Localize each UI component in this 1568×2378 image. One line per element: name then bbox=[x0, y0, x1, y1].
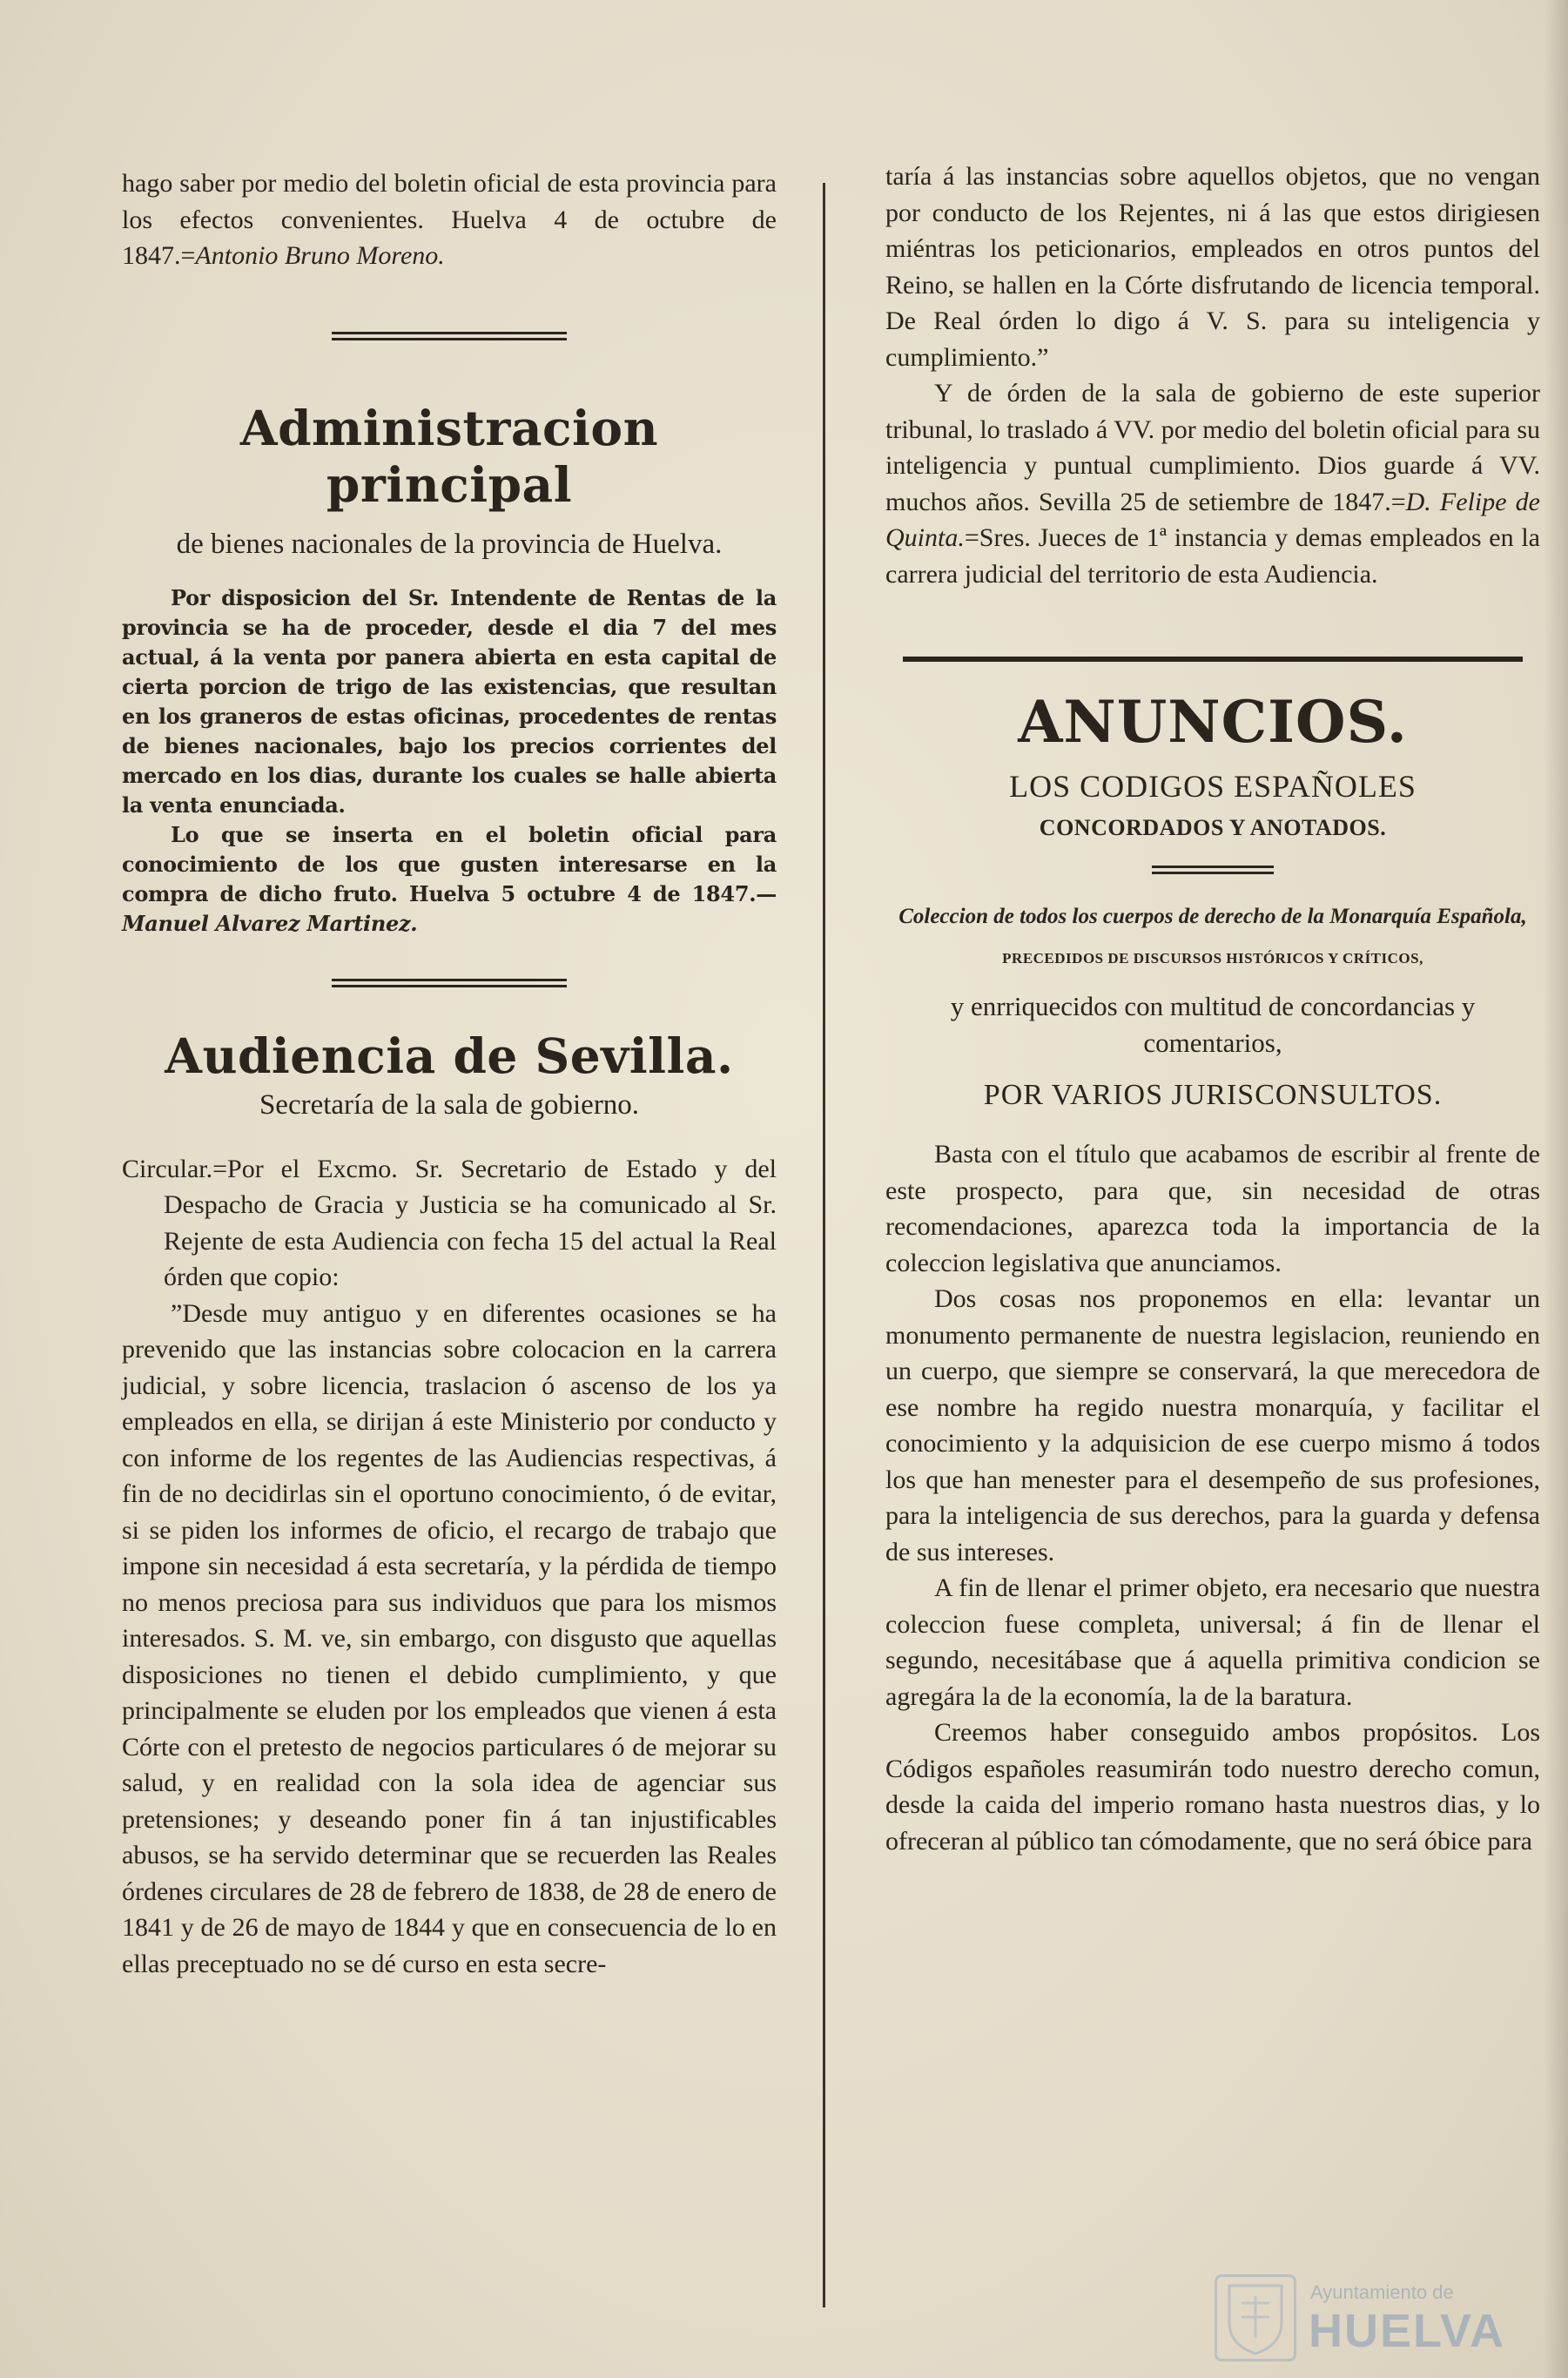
concordados-line: CONCORDADOS Y ANOTADOS. bbox=[1039, 815, 1387, 840]
admin-signature: Manuel Alvarez Martinez. bbox=[122, 910, 418, 936]
anuncios-title: ANUNCIOS. bbox=[1018, 688, 1408, 756]
coat-of-arms-icon bbox=[1215, 2274, 1296, 2361]
intro-text: hago saber por medio del boletin oficial de esta provincia para los efectos convenientes. Huelva 4 de octubre de 1847.= bbox=[122, 169, 777, 270]
enriquecidos-line: y enrriquecidos con multitud de concordancias y comentarios, bbox=[950, 991, 1476, 1058]
watermark-line-1: Ayuntamiento de bbox=[1310, 2281, 1454, 2303]
prospecto-paragraph-2: Dos cosas nos proponemos en ella: levantar un monumento permanente de nuestra legislacion, reuniendo en un cuerpo, que siempre se conservará, la que merecedora de ese nombre ha regido nuestra monarquía, y facilitar el conocimiento y la adquisicion de ese cuerpo mismo á todos los que han menester para el desempeño de sus profesiones, para la inteligencia de sus derechos, para la guarda y defensa de sus intereses. bbox=[885, 1284, 1540, 1566]
watermark-line-2: HUELVA bbox=[1309, 2305, 1505, 2357]
section-rule bbox=[332, 332, 567, 340]
admin-paragraph-1: Por disposicion del Sr. Intendente de Rentas de la provincia se ha de proceder, desde el dia 7 del mes actual, á la venta por panera abierta en esta capital de cierta porcion de trigo de las existencias, que resultan en los graneros de estas oficinas, procedentes de rentas de bienes nacionales, bajo los precios corrientes del mercado en los dias, durante los cuales se halle abierta la venta enunciada. bbox=[122, 584, 777, 818]
column-divider bbox=[823, 183, 825, 2307]
admin-subtitle: de bienes nacionales de la provincia de Huelva. bbox=[176, 528, 723, 560]
por-varios-line: POR VARIOS JURISCONSULTOS. bbox=[983, 1079, 1443, 1111]
admin-paragraph-2-text: Lo que se inserta en el boletin oficial para conocimiento de los que gusten interesarse en la compra de dicho fruto. Huelva 5 octubre 4 de 1847.— bbox=[122, 821, 777, 906]
audiencia-subtitle: Secretaría de la sala de gobierno. bbox=[259, 1088, 640, 1121]
continuation-paragraph-2-tail: =Sres. Jueces de 1ª instancia y demas empleados en la carrera judicial del territorio de esta Audiencia. bbox=[885, 523, 1540, 589]
left-column bbox=[122, 165, 777, 1982]
admin-title: Administracion principal bbox=[239, 399, 659, 513]
circular-paragraph: Circular.=Por el Excmo. Sr. Secretario de Estado y del Despacho de Gracia y Justicia se ha comunicado al Sr. Rejente de esta Audiencia con fecha 15 del actual la Real órden que copio: bbox=[122, 1154, 777, 1291]
right-column bbox=[885, 158, 1540, 1859]
coleccion-line: Coleccion de todos los cuerpos de derecho de la Monarquía Española, bbox=[898, 905, 1527, 928]
audiencia-title: Audiencia de Sevilla. bbox=[165, 1027, 734, 1084]
precedidos-line: PRECEDIDOS DE DISCURSOS HISTÓRICOS Y CRÍTICOS, bbox=[1002, 950, 1423, 967]
intro-paragraph bbox=[122, 165, 777, 274]
section-rule bbox=[332, 979, 567, 987]
admin-paragraph-2 bbox=[122, 820, 777, 939]
codigos-title: LOS CODIGOS ESPAÑOLES bbox=[1009, 769, 1417, 804]
prospecto-paragraph-3: A fin de llenar el primer objeto, era necesario que nuestra coleccion fuese completa, universal; á fin de llenar el segundo, necesitábase que á aquella primitiva condicion se agregára la de la economía, la de la baratura. bbox=[885, 1573, 1540, 1711]
continuation-paragraph-2 bbox=[885, 375, 1540, 592]
archive-watermark bbox=[1215, 2274, 1545, 2361]
small-rule bbox=[1152, 866, 1274, 874]
prospecto-paragraph-1: Basta con el título que acabamos de escribir al frente de este prospecto, para que, sin necesidad de otras recomendaciones, aparezca toda la importancia de la coleccion legislativa que anunciamos. bbox=[885, 1140, 1540, 1277]
felipe-signature: D. Felipe de Quinta. bbox=[885, 487, 1540, 552]
continuation-paragraph-1: taría á las instancias sobre aquellos objetos, que no vengan por conducto de los Rejentes, ni á las que estos dirigiesen miéntras los peticionarios, empleados en otros puntos del Reino, se hallen en la Córte disfrutando de licencia temporal. De Real órden lo digo á V. S. para su inteligencia y cumplimiento.” bbox=[885, 162, 1540, 372]
continuation-paragraph-2-text: Y de órden de la sala de gobierno de este superior tribunal, lo traslado á VV. por medio del boletin oficial para su inteligencia y puntual cumplimiento. Dios guarde á VV. muchos años. Sevilla 25 de setiembre de 1847.= bbox=[885, 379, 1540, 516]
intro-signature: Antonio Bruno Moreno. bbox=[195, 241, 445, 270]
real-orden-text: ”Desde muy antiguo y en diferentes ocasiones se ha prevenido que las instancias sobre colocacion en la carrera judicial, y sobre licencia, traslacion ó ascenso de los ya empleados en ella, se dirijan á este Ministerio por conducto y con informe de los regentes de las Audiencias respectivas, á fin de no decidirlas sin el oportuno conocimiento, ó de evitar, si se piden los informes de oficio, el recargo de trabajo que impone sin necesidad á esta secretaría, y la pérdida de tiempo no menos preciosa para sus individuos que para los mismos interesados. S. M. ve, sin embargo, con disgusto que aquellas disposiciones no tienen el debido cumplimiento, y que principalmente se eluden por los empleados que vienen á esta Córte con el pretesto de negocios particulares ó de mejorar su salud, y en realidad con la sola idea de agenciar sus pretensiones; y deseando poner fin á tan injustificables abusos, se ha servido determinar que se recuerden las Reales órdenes circulares de 28 de febrero de 1838, de 28 de enero de 1841 y de 26 de mayo de 1844 y que en consecuencia de lo en ellas preceptuado no se dé curso en esta secre- bbox=[122, 1298, 777, 1978]
prospecto-paragraph-4: Creemos haber conseguido ambos propósitos. Los Códigos españoles reasumirán todo nuestro derecho comun, desde la caida del imperio romano hasta nuestros dias, y lo ofreceran al público tan cómodamente, que no será óbice para bbox=[885, 1718, 1540, 1856]
